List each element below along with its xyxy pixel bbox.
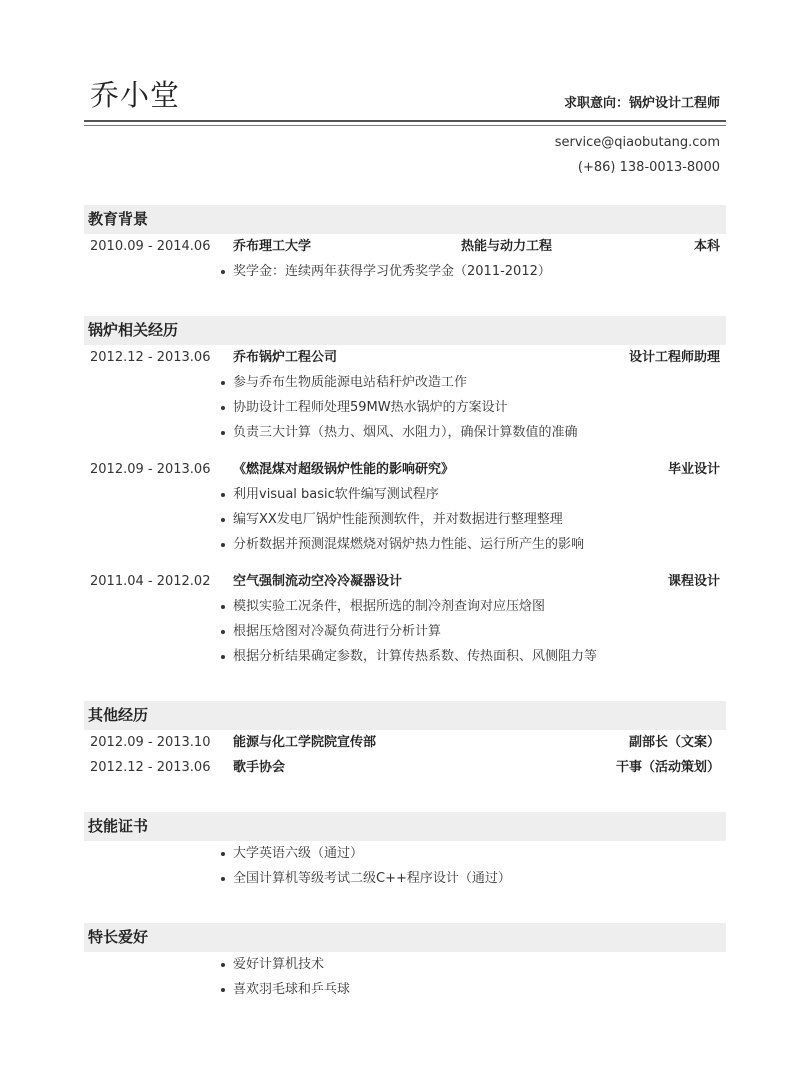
section-title: 其他经历	[84, 701, 726, 730]
section-title: 锅炉相关经历	[84, 316, 726, 345]
entry-role: 课程设计	[667, 574, 720, 589]
list-item: 协助设计工程师处理59MW热水锅炉的方案设计	[84, 395, 726, 420]
degree-name: 本科	[693, 239, 720, 254]
entry-date: 2012.12 - 2013.06	[90, 760, 211, 775]
entry-org: 歌手协会	[233, 760, 286, 775]
contact-phone: (+86) 138-0013-8000	[577, 160, 720, 175]
section-title: 教育背景	[84, 205, 726, 234]
other-entry	[84, 755, 726, 780]
candidate-name: 乔小堂	[90, 78, 181, 112]
list-item: 大学英语六级（通过）	[84, 841, 726, 866]
entry-date: 2012.09 - 2013.06	[90, 462, 211, 477]
entry-date: 2011.04 - 2012.02	[90, 574, 211, 589]
education-entry	[84, 234, 726, 259]
list-item: 根据压焓图对冷凝负荷进行分析计算	[84, 619, 726, 644]
header-divider-thick	[84, 120, 726, 122]
entry-gap	[84, 445, 726, 457]
experience-section	[84, 316, 726, 669]
entry-org: 能源与化工学院院宣传部	[233, 735, 377, 750]
skills-section	[84, 812, 726, 891]
list-item: 全国计算机等级考试二级C++程序设计（通过）	[84, 866, 726, 891]
list-item: 奖学金：连续两年获得学习优秀奖学金（2011-2012）	[84, 259, 726, 284]
list-item: 编写XX发电厂锅炉性能预测软件，并对数据进行整理整理	[84, 507, 726, 532]
entry-org: 乔布锅炉工程公司	[233, 350, 338, 365]
entry-date: 2010.09 - 2014.06	[90, 239, 211, 254]
resume-page	[84, 0, 726, 997]
major-name: 热能与动力工程	[461, 239, 553, 254]
other-section	[84, 701, 726, 780]
list-item: 爱好计算机技术	[84, 952, 726, 977]
list-item: 分析数据并预测混煤燃烧对锅炉热力性能、运行所产生的影响	[84, 532, 726, 557]
section-title: 特长爱好	[84, 923, 726, 952]
list-item: 利用visual basic软件编写测试程序	[84, 482, 726, 507]
list-item: 根据分析结果确定参数，计算传热系数、传热面积、风侧阻力等	[84, 644, 726, 669]
entry-role: 设计工程师助理	[628, 350, 720, 365]
list-item: 模拟实验工况条件，根据所选的制冷剂查询对应压焓图	[84, 594, 726, 619]
experience-entry	[84, 457, 726, 482]
education-section	[84, 205, 726, 284]
list-item: 参与乔布生物质能源电站秸秆炉改造工作	[84, 370, 726, 395]
list-item: 喜欢羽毛球和乒乓球	[84, 977, 726, 1002]
hobbies-section	[84, 923, 726, 1002]
entry-gap	[84, 557, 726, 569]
entry-org: 空气强制流动空冷冷凝器设计	[233, 574, 403, 589]
entry-date: 2012.09 - 2013.10	[90, 735, 211, 750]
header-divider-thin	[84, 125, 726, 126]
resume-header	[84, 0, 726, 175]
entry-role: 干事（活动策划）	[615, 760, 720, 775]
school-name: 乔布理工大学	[233, 239, 312, 254]
entry-date: 2012.12 - 2013.06	[90, 350, 211, 365]
experience-entry	[84, 345, 726, 370]
experience-entry	[84, 569, 726, 594]
entry-org: 《燃混煤对超级锅炉性能的影响研究》	[233, 462, 455, 477]
job-objective: 求职意向：锅炉设计工程师	[563, 96, 720, 111]
contact-email[interactable]: service@qiaobutang.com	[554, 135, 720, 150]
list-item: 负责三大计算（热力、烟风、水阻力），确保计算数值的准确	[84, 420, 726, 445]
section-title: 技能证书	[84, 812, 726, 841]
other-entry	[84, 730, 726, 755]
entry-role: 毕业设计	[667, 462, 720, 477]
entry-role: 副部长（文案）	[628, 735, 720, 750]
